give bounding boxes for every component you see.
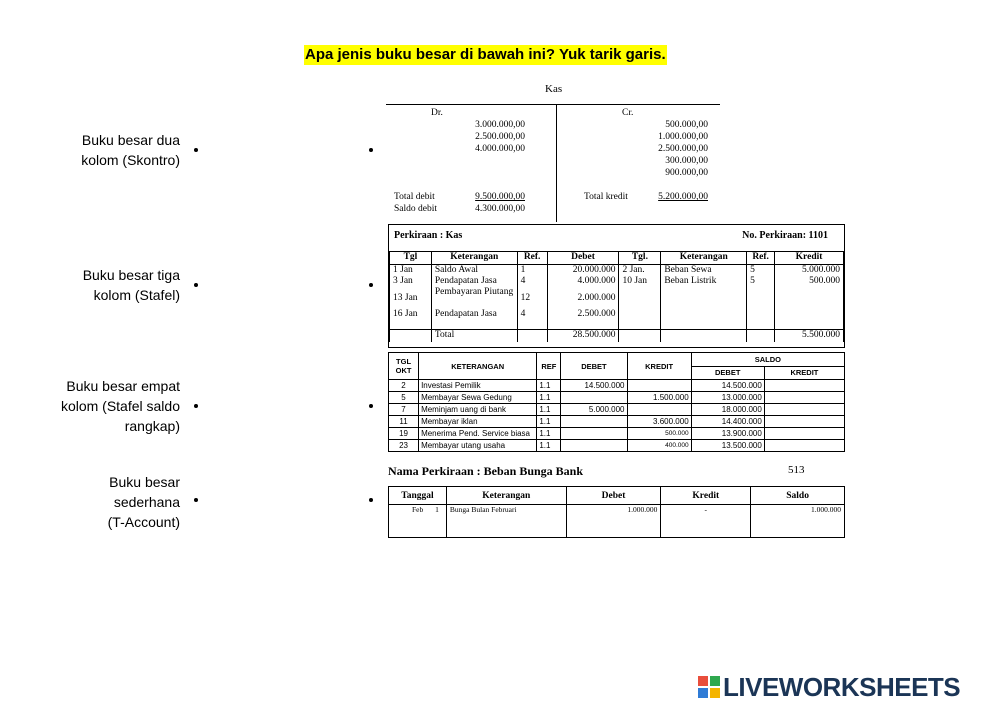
liveworksheets-logo [698,672,960,702]
cell: 16 Jan [390,309,432,330]
t-account-cr: Cr. [622,108,634,118]
table-row [390,309,844,330]
cell: 3.600.000 [627,416,691,428]
table-row [389,505,845,538]
cell: 5 [389,392,419,404]
cell: 13 Jan [390,287,432,309]
t-account-credit-5: 900.000,00 [665,168,708,178]
cell: 5.000.000 [775,265,844,277]
cell: 1.1 [537,380,561,392]
cell: 400.000 [627,440,691,452]
cell: 14.500.000 [561,380,627,392]
t-account-credit-3: 2.500.000,00 [658,144,708,154]
cell: 2 Jan. [619,265,661,277]
cell [747,287,775,309]
cell: 20.000.000 [547,265,619,277]
cell [619,309,661,330]
left-dot-1[interactable] [194,148,198,152]
cell: 3 Jan [390,276,432,287]
four-col-ref: REF [537,353,561,380]
table-row [389,380,845,392]
left-dot-3[interactable] [194,404,198,408]
cell: - [661,505,751,538]
table-row [389,428,845,440]
stafel-col-header: Tgl. [619,252,661,265]
stafel-total-debet: 28.500.000 [547,330,619,343]
cell [764,380,844,392]
t-account-credit-1: 500.000,00 [665,120,708,130]
stafel-total-label: Total [431,330,517,343]
cell [390,330,432,343]
simple-table [388,486,845,538]
simple-col-header: Debet [566,487,661,505]
cell: 1.000.000 [751,505,845,538]
stafel-col-header: Keterangan [431,252,517,265]
cell: Beban Listrik [661,276,747,287]
cell: Membayar iklan [419,416,537,428]
t-account-dr: Dr. [431,108,443,118]
table-row [389,404,845,416]
ledger-image-stafel [388,224,845,348]
cell: 1.1 [537,416,561,428]
simple-col-header: Keterangan [446,487,566,505]
cell [619,287,661,309]
cell [764,416,844,428]
four-col-saldo-kredit: KREDIT [764,366,844,380]
four-header-row-1 [389,353,845,367]
cell [517,330,547,343]
cell [661,287,747,309]
stafel-no-perkiraan: No. Perkiraan: 1101 [742,230,828,241]
t-account-debit-3: 4.000.000,00 [475,144,525,154]
t-account-debit-1: 3.000.000,00 [475,120,525,130]
cell: 11 [389,416,419,428]
stafel-total-kredit: 5.500.000 [775,330,844,343]
stafel-header-row [390,252,844,265]
t-account-total-debit-label: Total debit [394,192,435,202]
cell [747,330,775,343]
stafel-total-row [390,330,844,343]
cell [561,392,627,404]
four-col-kredit: KREDIT [627,353,691,380]
cell: 19 [389,428,419,440]
t-account-total-debit: 9.500.000,00 [475,192,525,202]
cell: 5.000.000 [561,404,627,416]
four-col-keterangan: KETERANGAN [419,353,537,380]
cell: 14.400.000 [691,416,764,428]
stafel-header [389,225,844,252]
four-column-table [388,352,845,452]
cell [627,404,691,416]
cell: 1.1 [537,392,561,404]
stafel-col-header: Kredit [775,252,844,265]
t-account-top-line [386,104,720,105]
cell: 23 [389,440,419,452]
cell [747,309,775,330]
cell: 500.000 [775,276,844,287]
stafel-col-header: Tgl [390,252,432,265]
cell: 4 [517,309,547,330]
t-account-saldo-debit-label: Saldo debit [394,204,438,214]
stafel-col-header: Ref. [747,252,775,265]
cell [627,380,691,392]
cell: 7 [389,404,419,416]
left-dot-2[interactable] [194,283,198,287]
liveworksheets-logo-icon [698,676,720,698]
cell: Membayar Sewa Gedung [419,392,537,404]
cell: 1.1 [537,428,561,440]
four-col-saldo: SALDO [691,353,844,367]
ledger-image-simple [388,486,845,538]
cell: 18.000.000 [691,404,764,416]
cell: 2 [389,380,419,392]
ledger-image-skontro [386,80,720,222]
simple-col-header: Tanggal [389,487,447,505]
cell: Beban Sewa [661,265,747,277]
cell: 5 [747,276,775,287]
cell: 4.000.000 [547,276,619,287]
four-col-debet: DEBET [561,353,627,380]
cell [764,404,844,416]
cell: 4 [517,276,547,287]
cell: 13.000.000 [691,392,764,404]
table-row [389,416,845,428]
cell: Saldo Awal [431,265,517,277]
cell: 13.900.000 [691,428,764,440]
stafel-col-header: Ref. [517,252,547,265]
cell [661,309,747,330]
table-row [390,276,844,287]
cell [764,428,844,440]
stafel-col-header: Debet [547,252,619,265]
cell: Pembayaran Piutang [431,287,517,309]
stafel-table [389,251,844,342]
simple-ledger-number: 513 [788,464,805,476]
t-account-credit-4: 300.000,00 [665,156,708,166]
cell: 1 [517,265,547,277]
t-account-total-kredit: 5.200.000,00 [658,192,708,202]
cell [775,309,844,330]
cell: 1.1 [537,404,561,416]
cell [561,416,627,428]
t-account-total-kredit-label: Total kredit [584,192,628,202]
right-dot-4[interactable] [369,498,373,502]
table-row [390,287,844,309]
table-row [390,265,844,277]
cell: Menerima Pend. Service biasa [419,428,537,440]
simple-date-cell [389,505,447,538]
cell [619,330,661,343]
right-dot-3[interactable] [369,404,373,408]
cell [764,440,844,452]
logo-text: LIVEWORKSHEETS [723,672,961,702]
stafel-col-header: Keterangan [661,252,747,265]
simple-day: 1 [435,505,439,514]
label-stafel-saldo-rangkap: Buku besar empat kolom (Stafel saldo rangkap) [60,378,180,434]
right-dot-2[interactable] [369,283,373,287]
table-row [389,392,845,404]
cell: Investasi Pemilik [419,380,537,392]
cell: Pendapatan Jasa [431,276,517,287]
t-account-name: Kas [545,83,563,95]
label-t-account: Buku besar sederhana (T-Account) [107,474,180,530]
simple-col-header: Kredit [661,487,751,505]
t-account-saldo-debit: 4.300.000,00 [475,204,525,214]
four-col-tgl: TGL OKT [389,353,419,380]
simple-header-row [389,487,845,505]
right-dot-1[interactable] [369,148,373,152]
cell: Meminjam uang di bank [419,404,537,416]
cell [764,392,844,404]
cell: Pendapatan Jasa [431,309,517,330]
cell: 2.500.000 [547,309,619,330]
label-skontro: Buku besar dua kolom (Skontro) [81,132,180,168]
cell: 14.500.000 [691,380,764,392]
cell: 1.000.000 [566,505,661,538]
cell: Membayar utang usaha [419,440,537,452]
four-col-saldo-debet: DEBET [691,366,764,380]
t-account-center-line [556,104,557,222]
left-dot-4[interactable] [194,498,198,502]
cell: 500.000 [627,428,691,440]
cell: 5 [747,265,775,277]
cell [661,330,747,343]
cell [561,428,627,440]
cell [775,287,844,309]
table-row [389,440,845,452]
simple-ledger-title: Nama Perkiraan : Beban Bunga Bank [388,464,584,478]
simple-month: Feb [412,505,424,514]
cell: 12 [517,287,547,309]
simple-col-header: Saldo [751,487,845,505]
page-title: Apa jenis buku besar di bawah ini? Yuk tarik garis. [305,46,666,63]
cell: 10 Jan [619,276,661,287]
cell: 1.1 [537,440,561,452]
ledger-image-four-column [388,352,845,452]
stafel-perkiraan: Perkiraan : Kas [394,230,463,241]
cell [561,440,627,452]
cell: 1 Jan [390,265,432,277]
label-stafel: Buku besar tiga kolom (Stafel) [82,267,180,303]
cell: 2.000.000 [547,287,619,309]
t-account-debit-2: 2.500.000,00 [475,132,525,142]
t-account-credit-2: 1.000.000,00 [658,132,708,142]
cell: Bunga Bulan Februari [446,505,566,538]
cell: 13.500.000 [691,440,764,452]
cell: 1.500.000 [627,392,691,404]
